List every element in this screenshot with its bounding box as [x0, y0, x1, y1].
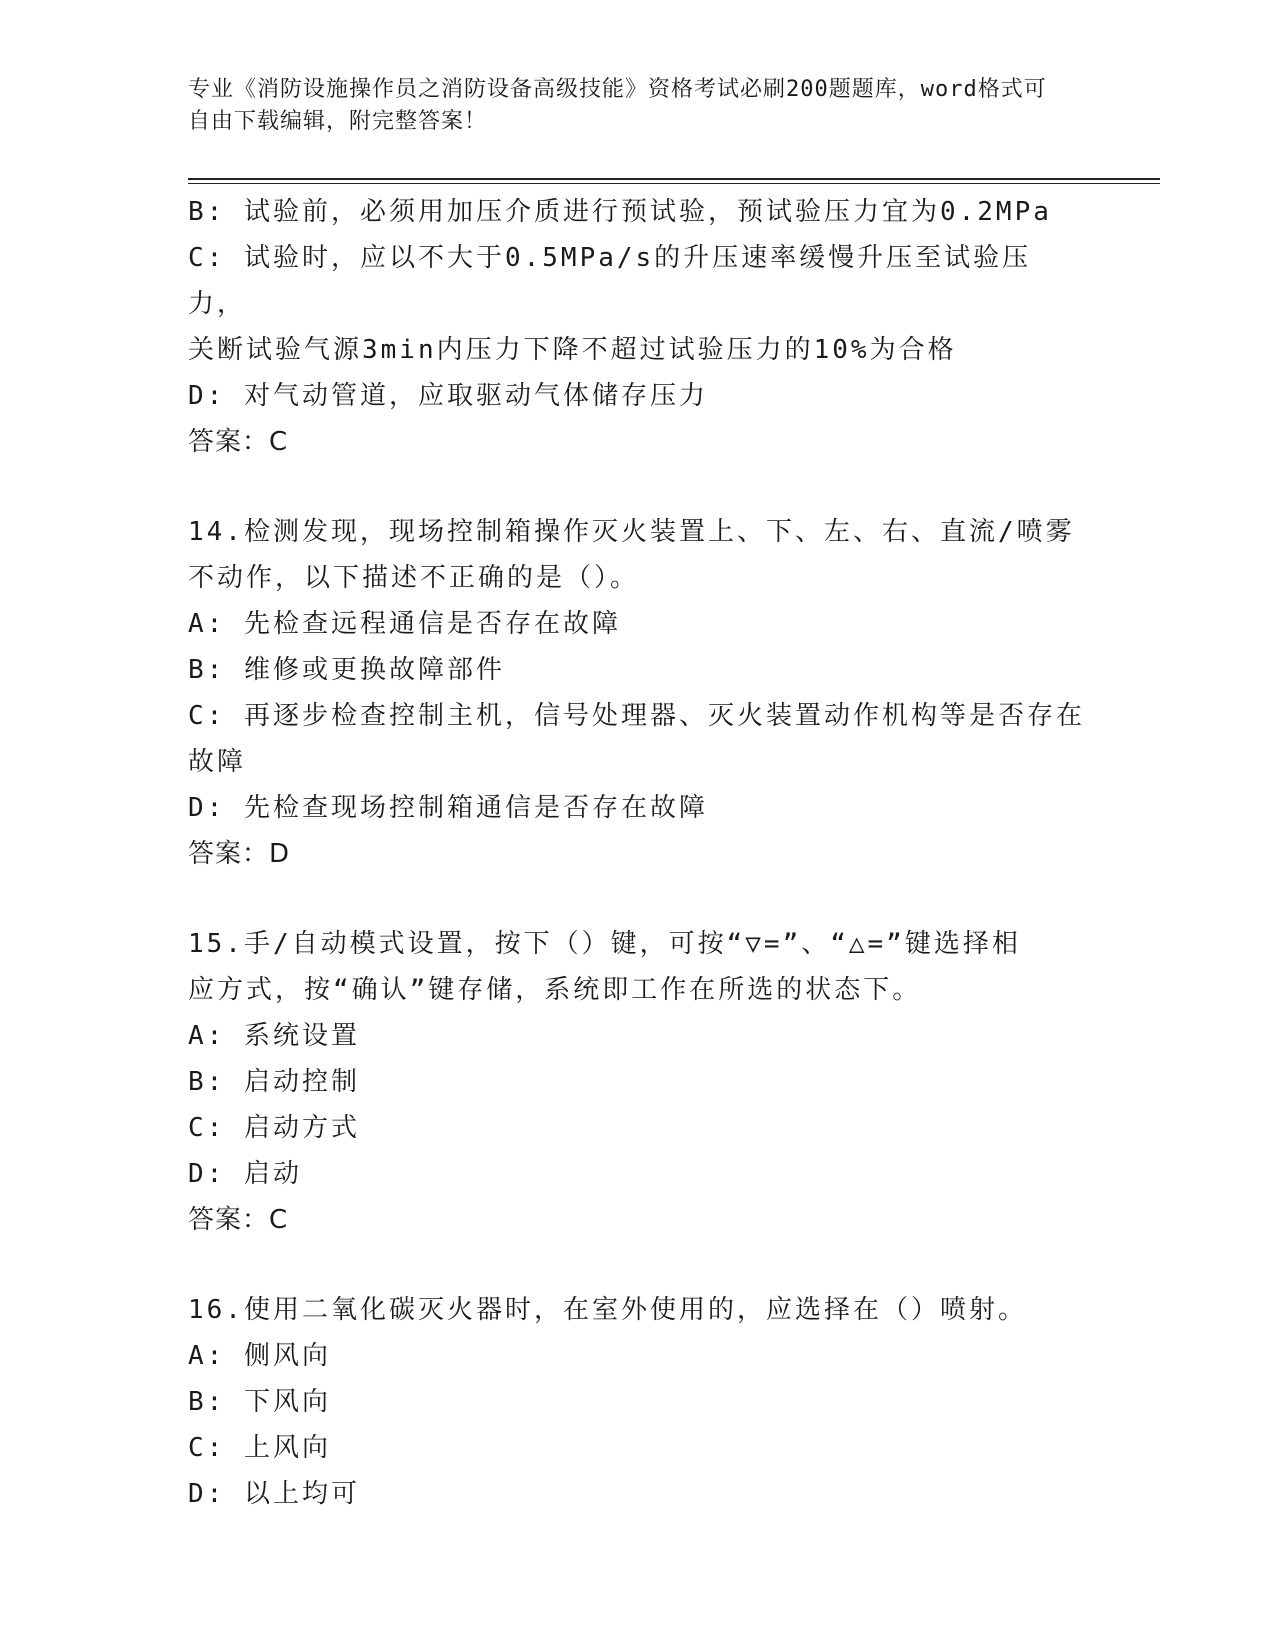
- option-b: B: 试验前，必须用加压介质进行预试验，预试验压力宜为0.2MPa: [188, 197, 1052, 227]
- header-divider-thick: [188, 178, 1160, 180]
- question-14: [188, 509, 1088, 877]
- question-stem-line-1: 14.检测发现，现场控制箱操作灭火装置上、下、左、右、直流/喷雾: [188, 517, 1075, 547]
- option-d: D: 以上均可: [188, 1479, 360, 1509]
- question-stem-line-1: 16.使用二氧化碳灭火器时，在室外使用的，应选择在（）喷射。: [188, 1295, 1027, 1325]
- answer: 答案：C: [188, 1205, 289, 1235]
- option-a: A: 侧风向: [188, 1341, 331, 1371]
- option-b: B: 维修或更换故障部件: [188, 655, 505, 685]
- answer: 答案：D: [188, 839, 291, 869]
- option-d: D: 先检查现场控制箱通信是否存在故障: [188, 793, 708, 823]
- document-header: 专业《消防设施操作员之消防设备高级技能》资格考试必刷200题题库，word格式可自由下载编辑，附完整答案！: [188, 77, 1047, 134]
- question-content: [188, 189, 1088, 1517]
- option-b: B: 启动控制: [188, 1067, 360, 1097]
- question-stem-line-2: 应方式，按“确认”键存储，系统即工作在所选的状态下。: [188, 975, 922, 1005]
- option-c-line-2: 关断试验气源3min内压力下降不超过试验压力的10%为合格: [188, 335, 957, 365]
- option-a: A: 系统设置: [188, 1021, 360, 1051]
- question-stem-line-1: 15.手/自动模式设置，按下（）键，可按“▽=”、“△=”键选择相: [188, 929, 1021, 959]
- option-d: D: 启动: [188, 1159, 302, 1189]
- answer: 答案：C: [188, 427, 289, 457]
- option-c-line-2: 故障: [188, 747, 247, 777]
- question-16: [188, 1287, 1088, 1517]
- option-c-line-1: C: 再逐步检查控制主机，信号处理器、灭火装置动作机构等是否存在: [188, 701, 1085, 731]
- option-a: A: 先检查远程通信是否存在故障: [188, 609, 621, 639]
- option-c-line-1: C: 试验时，应以不大于0.5MPa/s的升压速率缓慢升压至试验压力，: [188, 243, 1032, 319]
- question-15: [188, 921, 1088, 1243]
- option-b: B: 下风向: [188, 1387, 331, 1417]
- option-d: D: 对气动管道，应取驱动气体储存压力: [188, 381, 708, 411]
- option-c: C: 上风向: [188, 1433, 331, 1463]
- header-divider-thin: [188, 183, 1160, 184]
- question-stem-line-2: 不动作，以下描述不正确的是（）。: [188, 563, 640, 593]
- question-13-continuation: [188, 189, 1088, 465]
- option-c: C: 启动方式: [188, 1113, 360, 1143]
